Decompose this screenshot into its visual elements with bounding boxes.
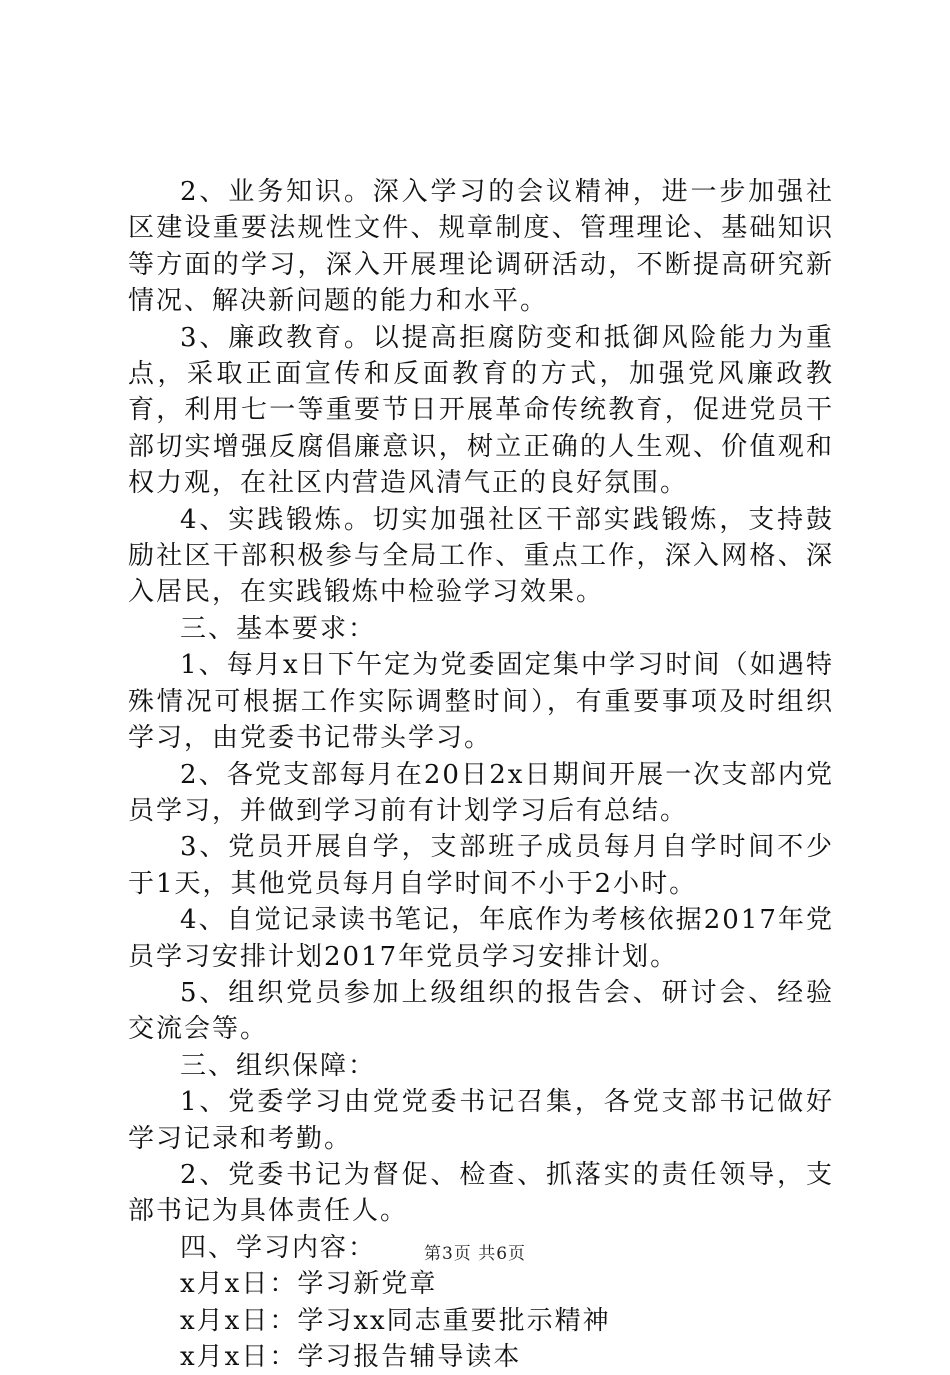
- paragraph-business-knowledge: 2、业务知识。深入学习的会议精神，进一步加强社区建设重要法规性文件、规章制度、管理理论、基础知识等方面的学习，深入开展理论调研活动，不断提高研究新情况、解决新问题的能力和水平。: [128, 177, 834, 317]
- paragraph-organization-1: 1、党委学习由党党委书记召集，各党支部书记做好学习记录和考勤。: [128, 1087, 834, 1154]
- paragraph-requirement-5: 5、组织党员参加上级组织的报告会、研讨会、经验交流会等。: [128, 977, 834, 1045]
- paragraph-requirement-1: 1、每月x日下午定为党委固定集中学习时间（如遇特殊情况可根据工作实际调整时间），有重要事项及时组织学习，由党委书记带头学习。: [128, 650, 834, 754]
- paragraph-organization-2: 2、党委书记为督促、检查、抓落实的责任领导，支部书记为具体责任人。: [128, 1159, 834, 1227]
- section-heading-basic-requirements: 三、基本要求：: [180, 613, 377, 644]
- paragraph-integrity-education: 3、廉政教育。以提高拒腐防变和抵御风险能力为重点，采取正面宣传和反面教育的方式，加强党风廉政教育，利用七一等重要节日开展革命传统教育，促进党员干部切实增强反腐倡廉意识，树立正确的人生观、价值观和权力观，在社区内营造风清气正的良好氛围。: [128, 322, 834, 499]
- paragraph-requirement-4: 4、自觉记录读书笔记，年底作为考核依据2017年党员学习安排计划2017年党员学习安排计划。: [128, 905, 834, 972]
- section-heading-study-content: 四、学习内容：: [180, 1232, 377, 1263]
- document-body: [128, 174, 834, 1375]
- schedule-item-3: x月x日：学习报告辅导读本: [180, 1342, 522, 1372]
- paragraph-requirement-3: 3、党员开展自学，支部班子成员每月自学时间不少于1天，其他党员每月自学时间不小于2小时。: [128, 832, 834, 899]
- page-number-footer: 第3页 共6页: [423, 1244, 527, 1264]
- section-heading-organization: 三、组织保障：: [180, 1050, 377, 1081]
- paragraph-requirement-2: 2、各党支部每月在20日2x日期间开展一次支部内党员学习，并做到学习前有计划学习后有总结。: [128, 759, 834, 826]
- paragraph-practice-training: 4、实践锻炼。切实加强社区干部实践锻炼，支持鼓励社区干部积极参与全局工作、重点工作，深入网格、深入居民，在实践锻炼中检验学习效果。: [128, 504, 834, 608]
- schedule-item-1: x月x日：学习新党章: [180, 1269, 438, 1300]
- schedule-item-2: x月x日：学习xx同志重要批示精神: [180, 1305, 611, 1336]
